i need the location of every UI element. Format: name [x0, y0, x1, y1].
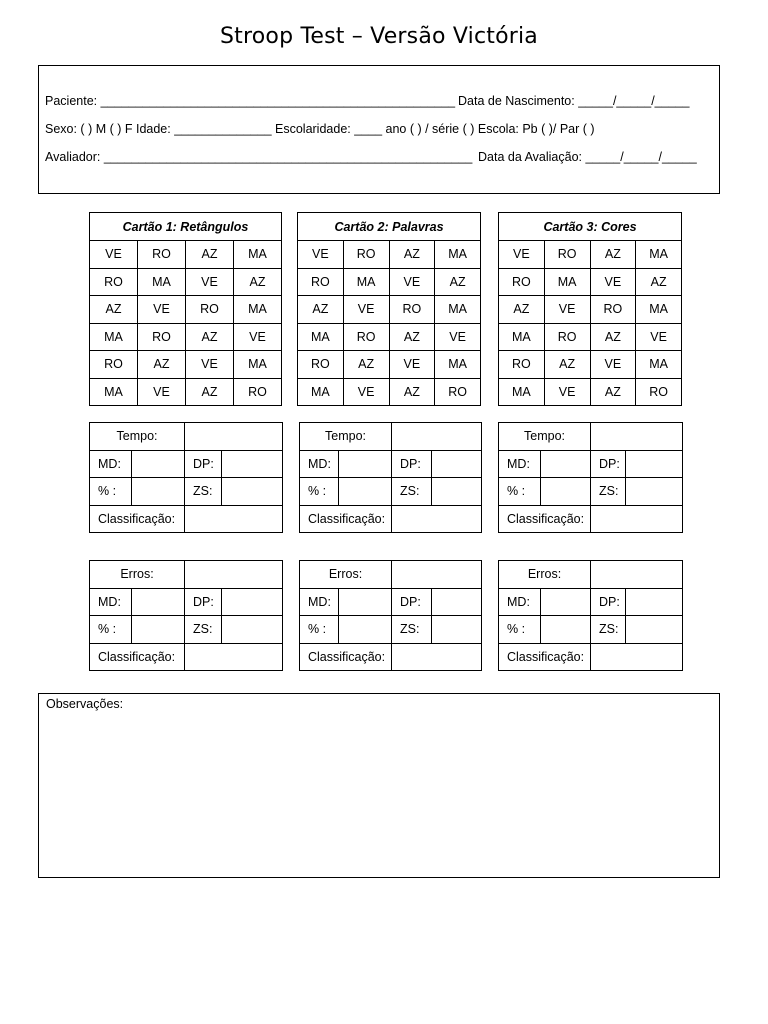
zs-value-cell[interactable] [222, 478, 283, 506]
md-value-cell[interactable] [132, 588, 185, 616]
dp-value-cell[interactable] [222, 450, 283, 478]
table-cell: MA [234, 351, 282, 379]
md-value-cell[interactable] [132, 450, 185, 478]
table-cell: RO [544, 323, 590, 351]
classification-label: Classificação: [90, 643, 185, 671]
tempo-table-1 [89, 422, 283, 533]
percent-label: % : [300, 478, 339, 506]
tempo-value-cell[interactable] [392, 423, 482, 451]
zs-label: ZS: [185, 616, 222, 644]
tempo-label: Tempo: [499, 423, 591, 451]
table-cell: MA [90, 323, 138, 351]
dp-label: DP: [185, 588, 222, 616]
table-cell: VE [343, 378, 389, 406]
erros-value-cell[interactable] [392, 561, 482, 589]
table-cell: RO [499, 268, 545, 296]
table-cell: RO [499, 351, 545, 379]
md-value-cell[interactable] [339, 588, 392, 616]
classification-label: Classificação: [300, 643, 392, 671]
table-row [90, 268, 282, 296]
table-cell: AZ [90, 296, 138, 324]
table-cell: RO [636, 378, 682, 406]
table-cell: MA [298, 378, 344, 406]
tempo-value-cell[interactable] [591, 423, 683, 451]
table-cell: MA [636, 241, 682, 269]
table-cell: MA [298, 323, 344, 351]
table-row [90, 323, 282, 351]
erros-label: Erros: [300, 561, 392, 589]
birth-date-field[interactable]: Data de Nascimento: _____/_____/_____ [458, 94, 690, 108]
md-label: MD: [499, 450, 541, 478]
table-row [499, 323, 682, 351]
table-cell: AZ [389, 323, 435, 351]
table-row [90, 296, 282, 324]
page-title: Stroop Test – Versão Victória [220, 24, 538, 49]
classification-label: Classificação: [499, 643, 591, 671]
table-cell: AZ [234, 268, 282, 296]
zs-label: ZS: [392, 616, 432, 644]
table-row [499, 296, 682, 324]
table-cell: VE [544, 378, 590, 406]
table-cell: VE [499, 241, 545, 269]
table-cell: RO [138, 323, 186, 351]
table-row [298, 378, 481, 406]
table-cell: MA [636, 351, 682, 379]
md-label: MD: [90, 450, 132, 478]
table-row [499, 351, 682, 379]
erros-value-cell[interactable] [185, 561, 283, 589]
table-cell: VE [590, 268, 636, 296]
table-cell: VE [186, 268, 234, 296]
zs-value-cell[interactable] [432, 478, 482, 506]
zs-value-cell[interactable] [432, 616, 482, 644]
table-cell: AZ [544, 351, 590, 379]
zs-label: ZS: [591, 478, 626, 506]
table-cell: RO [234, 378, 282, 406]
classification-value-cell[interactable] [392, 643, 482, 671]
dp-label: DP: [185, 450, 222, 478]
table-cell: AZ [499, 296, 545, 324]
erros-label: Erros: [499, 561, 591, 589]
md-label: MD: [300, 588, 339, 616]
card-title: Cartão 3: Cores [499, 213, 682, 241]
erros-value-cell[interactable] [591, 561, 683, 589]
table-row [298, 323, 481, 351]
dp-label: DP: [392, 450, 432, 478]
card-table-1 [89, 212, 282, 406]
table-row [90, 378, 282, 406]
percent-label: % : [499, 616, 541, 644]
zs-label: ZS: [185, 478, 222, 506]
zs-value-cell[interactable] [222, 616, 283, 644]
evaluator-line [45, 150, 697, 164]
table-cell: MA [499, 323, 545, 351]
table-cell: VE [544, 296, 590, 324]
table-cell: VE [138, 378, 186, 406]
table-cell: MA [435, 351, 481, 379]
table-cell: VE [138, 296, 186, 324]
table-cell: AZ [389, 241, 435, 269]
erros-table-1 [89, 560, 283, 671]
dp-value-cell[interactable] [626, 450, 683, 478]
table-cell: RO [298, 351, 344, 379]
table-cell: MA [636, 296, 682, 324]
table-cell: RO [138, 241, 186, 269]
table-cell: AZ [590, 378, 636, 406]
dp-value-cell[interactable] [626, 588, 683, 616]
zs-label: ZS: [392, 478, 432, 506]
table-cell: AZ [590, 323, 636, 351]
md-value-cell[interactable] [541, 588, 591, 616]
erros-table-3 [498, 560, 683, 671]
table-cell: VE [90, 241, 138, 269]
percent-value-cell[interactable] [339, 478, 392, 506]
percent-value-cell[interactable] [339, 616, 392, 644]
table-cell: AZ [435, 268, 481, 296]
table-cell: VE [389, 351, 435, 379]
card-table-3 [498, 212, 682, 406]
table-cell: MA [234, 241, 282, 269]
percent-label: % : [90, 478, 132, 506]
percent-value-cell[interactable] [132, 478, 185, 506]
table-row [298, 351, 481, 379]
classification-value-cell[interactable] [591, 505, 683, 533]
table-row [298, 296, 481, 324]
table-cell: AZ [298, 296, 344, 324]
dp-value-cell[interactable] [222, 588, 283, 616]
table-cell: AZ [186, 378, 234, 406]
dp-value-cell[interactable] [432, 450, 482, 478]
percent-label: % : [90, 616, 132, 644]
table-cell: MA [499, 378, 545, 406]
erros-table-2 [299, 560, 482, 671]
table-cell: MA [90, 378, 138, 406]
table-cell: MA [544, 268, 590, 296]
tempo-label: Tempo: [90, 423, 185, 451]
table-cell: MA [234, 296, 282, 324]
table-cell: RO [343, 241, 389, 269]
percent-label: % : [300, 616, 339, 644]
patient-field[interactable]: Paciente: ___________________________________________________ [45, 94, 456, 108]
dp-label: DP: [591, 588, 626, 616]
percent-value-cell[interactable] [541, 616, 591, 644]
card-title: Cartão 1: Retângulos [90, 213, 282, 241]
table-cell: RO [343, 323, 389, 351]
classification-value-cell[interactable] [392, 505, 482, 533]
table-cell: AZ [186, 323, 234, 351]
dp-label: DP: [591, 450, 626, 478]
table-cell: RO [544, 241, 590, 269]
tempo-value-cell[interactable] [185, 423, 283, 451]
observations-label: Observações: [46, 697, 124, 711]
patient-line [45, 94, 690, 108]
table-cell: MA [435, 241, 481, 269]
table-cell: VE [343, 296, 389, 324]
patient-info-box [38, 65, 720, 194]
md-value-cell[interactable] [339, 450, 392, 478]
table-cell: MA [435, 296, 481, 324]
zs-value-cell[interactable] [626, 478, 683, 506]
percent-value-cell[interactable] [541, 478, 591, 506]
sex-age-schooling-line[interactable]: Sexo: ( ) M ( ) F Idade: ______________ Escolaridade: ____ ano ( ) / série ( ) Escola: Pb ( )/ Par ( ) [45, 122, 595, 136]
table-cell: AZ [343, 351, 389, 379]
table-cell: MA [138, 268, 186, 296]
classification-label: Classificação: [499, 505, 591, 533]
table-row [90, 241, 282, 269]
zs-value-cell[interactable] [626, 616, 683, 644]
percent-label: % : [499, 478, 541, 506]
table-row [499, 241, 682, 269]
table-cell: RO [435, 378, 481, 406]
dp-label: DP: [392, 588, 432, 616]
erros-label: Erros: [90, 561, 185, 589]
table-cell: AZ [186, 241, 234, 269]
classification-label: Classificação: [300, 505, 392, 533]
card-table-2 [297, 212, 481, 406]
evaluator-field[interactable]: Avaliador: _____________________________________________________ [45, 150, 473, 164]
classification-value-cell[interactable] [185, 505, 283, 533]
dp-value-cell[interactable] [432, 588, 482, 616]
table-row [499, 268, 682, 296]
table-cell: VE [298, 241, 344, 269]
tempo-label: Tempo: [300, 423, 392, 451]
table-cell: AZ [636, 268, 682, 296]
table-row [90, 351, 282, 379]
table-cell: AZ [590, 241, 636, 269]
observations-box[interactable] [38, 693, 720, 878]
table-cell: RO [590, 296, 636, 324]
classification-label: Classificação: [90, 505, 185, 533]
table-cell: VE [186, 351, 234, 379]
classification-value-cell[interactable] [185, 643, 283, 671]
table-row [499, 378, 682, 406]
table-cell: AZ [389, 378, 435, 406]
table-cell: RO [389, 296, 435, 324]
table-cell: AZ [138, 351, 186, 379]
table-row [298, 268, 481, 296]
percent-value-cell[interactable] [132, 616, 185, 644]
zs-label: ZS: [591, 616, 626, 644]
md-label: MD: [300, 450, 339, 478]
table-cell: VE [234, 323, 282, 351]
table-cell: VE [590, 351, 636, 379]
md-label: MD: [90, 588, 132, 616]
card-title: Cartão 2: Palavras [298, 213, 481, 241]
md-value-cell[interactable] [541, 450, 591, 478]
table-cell: MA [343, 268, 389, 296]
table-row [298, 241, 481, 269]
classification-value-cell[interactable] [591, 643, 683, 671]
evaluation-date-field[interactable]: Data da Avaliação: _____/_____/_____ [478, 150, 697, 164]
tempo-table-2 [299, 422, 482, 533]
table-cell: VE [435, 323, 481, 351]
table-cell: RO [90, 268, 138, 296]
md-label: MD: [499, 588, 541, 616]
tempo-table-3 [498, 422, 683, 533]
table-cell: VE [636, 323, 682, 351]
table-cell: RO [90, 351, 138, 379]
table-cell: VE [389, 268, 435, 296]
table-cell: RO [186, 296, 234, 324]
table-cell: RO [298, 268, 344, 296]
